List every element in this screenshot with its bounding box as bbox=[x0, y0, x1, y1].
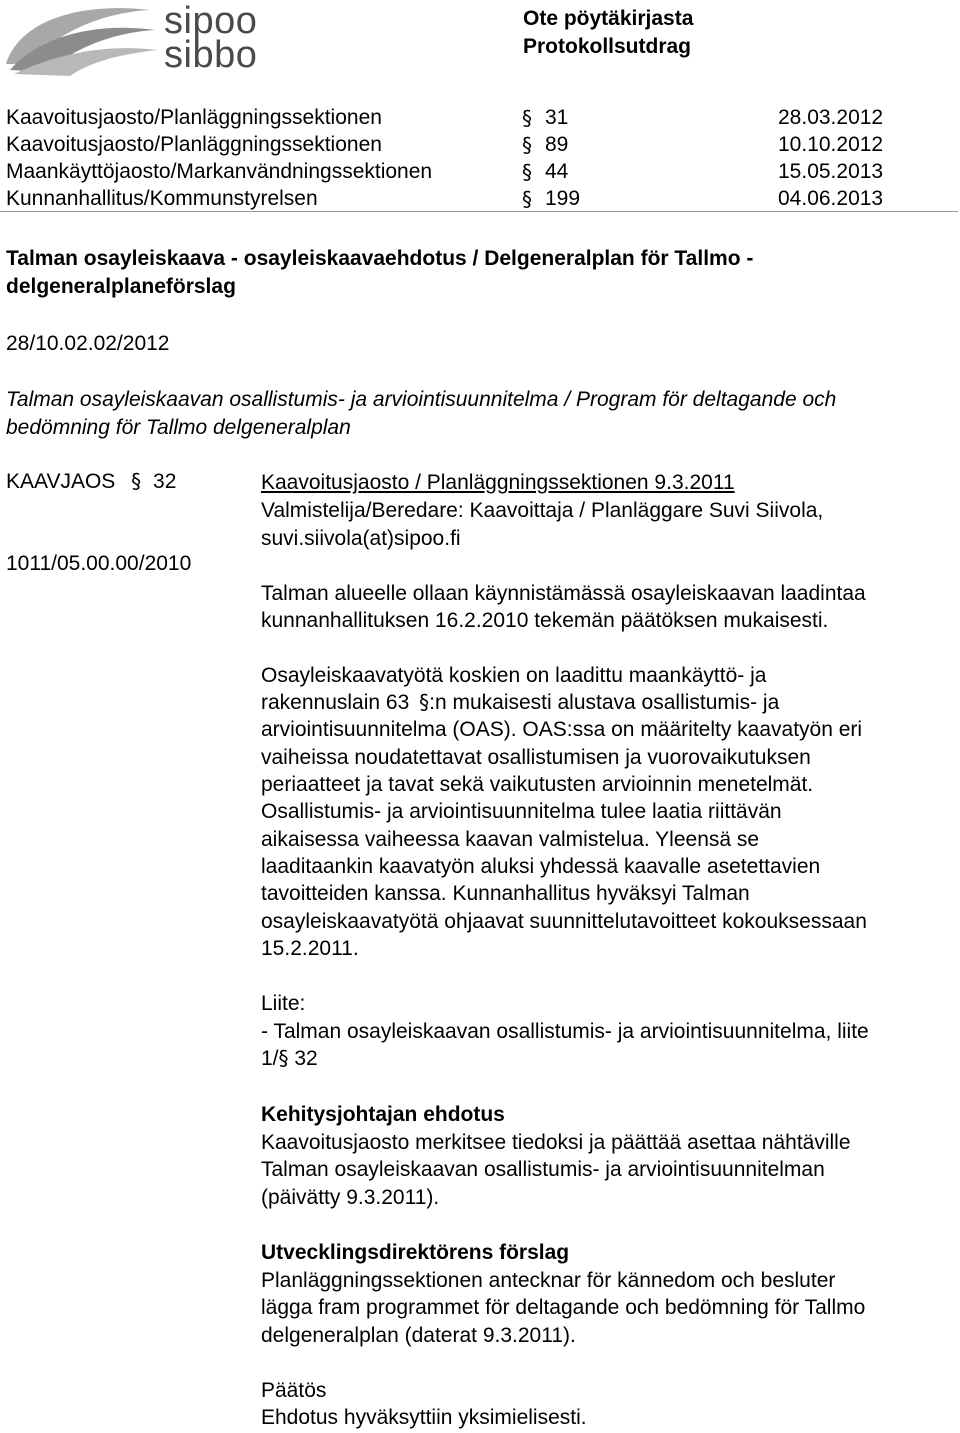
sipoo-sibbo-logo bbox=[0, 0, 270, 78]
logo-text-sibbo: sibbo bbox=[164, 34, 258, 76]
paragraph-line: 15.2.2011. bbox=[261, 937, 359, 960]
meeting-section-number: 31 bbox=[545, 106, 569, 129]
paragraph-line: aikaisessa vaiheessa kaavan valmistelua. Yleensä se bbox=[261, 828, 760, 851]
header-title-fi: Ote pöytäkirjasta bbox=[523, 7, 694, 30]
section-sign: § bbox=[131, 469, 142, 493]
proposal-fi-line: Talman osayleiskaavan osallistumis- ja arviointisuunnitelman bbox=[261, 1158, 825, 1181]
document-number: 28/10.02.02/2012 bbox=[6, 332, 170, 355]
proposal-sv-line: lägga fram programmet för deltagande och bedömning för Tallmo bbox=[261, 1296, 866, 1319]
meeting-date: 15.05.2013 bbox=[778, 160, 884, 183]
logo-text-sipoo: sipoo bbox=[164, 0, 258, 42]
attachment-section-number: 32 bbox=[294, 1047, 318, 1070]
section-sign: § bbox=[419, 690, 430, 714]
meeting-row bbox=[6, 106, 956, 132]
paragraph-line: kunnanhallituksen 16.2.2010 tekemän päätöksen mukaisesti. bbox=[261, 609, 829, 632]
attachment-line2 bbox=[261, 1045, 318, 1073]
header-title-sv: Protokollsutdrag bbox=[523, 35, 692, 58]
paragraph-line: arviointisuunnitelma (OAS). OAS:ssa on määritelty kaavatyön eri bbox=[261, 718, 863, 741]
meeting-body: Kaavoitusjaosto/Planläggningssektionen bbox=[6, 106, 382, 129]
item-title-line2: delgeneralplaneförslag bbox=[6, 275, 236, 298]
meeting-row bbox=[6, 187, 956, 213]
paragraph-line: tavoitteiden kanssa. Kunnanhallitus hyväksyi Talman bbox=[261, 882, 750, 905]
meeting-row bbox=[6, 133, 956, 159]
attachment-label: Liite: bbox=[261, 992, 306, 1015]
item-subtitle-line2: bedömning för Tallmo delgeneralplan bbox=[6, 416, 351, 439]
meeting-date: 10.10.2012 bbox=[778, 133, 884, 156]
paragraph-line: periaatteet ja tavat sekä vaikutusten arvioinnin menetelmät. bbox=[261, 773, 814, 796]
paragraph-line: laaditaankin kaavatyön aluksi yhdessä kaavalle asetettavien bbox=[261, 855, 821, 878]
section-sign: § bbox=[522, 106, 532, 130]
meeting-reference: Kaavoitusjaosto / Planläggningssektionen 9.3.2011 bbox=[261, 471, 735, 494]
meeting-body: Kunnanhallitus/Kommunstyrelsen bbox=[6, 187, 318, 210]
meeting-row bbox=[6, 160, 956, 186]
kaavjaos-text: KAAVJAOS bbox=[6, 470, 116, 493]
decision-text: Ehdotus hyväksyttiin yksimielisesti. bbox=[261, 1406, 587, 1429]
preparer-email: suvi.siivola(at)sipoo.fi bbox=[261, 527, 461, 550]
proposal-fi-heading: Kehitysjohtajan ehdotus bbox=[261, 1103, 505, 1126]
meeting-date: 04.06.2013 bbox=[778, 187, 884, 210]
section-sign: § bbox=[522, 187, 532, 211]
paragraph-line bbox=[261, 689, 779, 717]
paragraph-line: vaiheissa noudatettavat osallistumisen ja vuorovaikutuksen bbox=[261, 746, 811, 769]
decision-heading: Päätös bbox=[261, 1379, 327, 1402]
attachment-line1: - Talman osayleiskaavan osallistumis- ja arviointisuunnitelma, liite bbox=[261, 1020, 869, 1043]
paragraph-line: Osayleiskaavatyötä koskien on laadittu maankäyttö- ja bbox=[261, 664, 767, 687]
header-divider bbox=[0, 211, 958, 212]
paragraph-line: Talman alueelle ollaan käynnistämässä osayleiskaavan laadintaa bbox=[261, 582, 866, 605]
proposal-sv-line: delgeneralplan (daterat 9.3.2011). bbox=[261, 1324, 576, 1347]
attachment-ref: 1/ bbox=[261, 1047, 279, 1070]
proposal-fi-line: (päivätty 9.3.2011). bbox=[261, 1186, 440, 1209]
preparer-line1: Valmistelija/Beredare: Kaavoittaja / Planläggare Suvi Siivola, bbox=[261, 499, 824, 522]
paragraph-fragment: rakennuslain 63 bbox=[261, 691, 410, 714]
paragraph-line: osayleiskaavatyötä ohjaavat suunnittelutavoitteet kokouksessaan bbox=[261, 910, 867, 933]
meeting-section-number: 199 bbox=[545, 187, 581, 210]
paragraph-line: Osallistumis- ja arviointisuunnitelma tulee laatia riittävän bbox=[261, 800, 782, 823]
meeting-section-number: 44 bbox=[545, 160, 569, 183]
proposal-sv-heading: Utvecklingsdirektörens förslag bbox=[261, 1241, 570, 1264]
kaavjaos-label bbox=[6, 469, 176, 494]
logo-swoosh-mark bbox=[0, 0, 160, 78]
section-sign: § bbox=[522, 133, 532, 157]
section-sign: § bbox=[278, 1046, 289, 1070]
proposal-fi-line: Kaavoitusjaosto merkitsee tiedoksi ja päättää asettaa nähtäville bbox=[261, 1131, 851, 1154]
kaavjaos-number: 32 bbox=[153, 470, 177, 493]
section-sign: § bbox=[522, 160, 532, 184]
item-subtitle-line1: Talman osayleiskaavan osallistumis- ja arviointisuunnitelma / Program för deltagande och bbox=[6, 388, 837, 411]
reference-number: 1011/05.00.00/2010 bbox=[6, 552, 192, 575]
paragraph-fragment: :n mukaisesti alustava osallistumis- ja bbox=[429, 691, 780, 714]
meeting-section-number: 89 bbox=[545, 133, 569, 156]
proposal-sv-line: Planläggningssektionen antecknar för kännedom och besluter bbox=[261, 1269, 836, 1292]
meeting-body: Kaavoitusjaosto/Planläggningssektionen bbox=[6, 133, 382, 156]
meeting-body: Maankäyttöjaosto/Markanvändningssektionen bbox=[6, 160, 433, 183]
meeting-date: 28.03.2012 bbox=[778, 106, 884, 129]
item-title-line1: Talman osayleiskaava - osayleiskaavaehdotus / Delgeneralplan för Tallmo - bbox=[6, 247, 754, 270]
